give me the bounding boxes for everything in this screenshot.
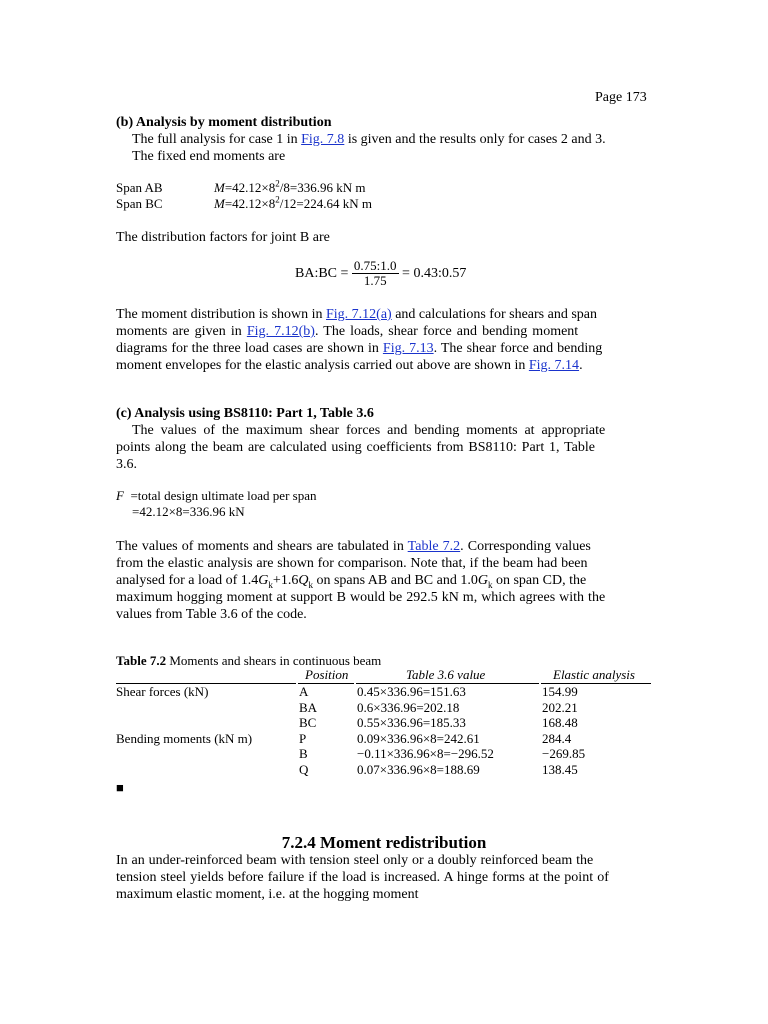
table-cell-position: P [299, 730, 307, 746]
distribution-ratio-equation: BA:BC = $\frac{0.75:1.0}{1.75}$ = 0.43:0.57 [295, 258, 467, 288]
table-cell-table36: 0.45×336.96=151.63 [357, 684, 466, 699]
section-b-line1: The full analysis for case 1 in Fig. 7.8 is given and the results only for cases 2 and 3. [132, 132, 606, 147]
table-cell-table36: 0.09×336.96×8=242.61 [357, 730, 480, 746]
ratio-fraction: $\frac{0.75:1.0}{1.75}$ [353, 258, 397, 288]
section-b-line2: The fixed end moments are [132, 149, 286, 164]
f-definition: F =total design ultimate load per span [116, 488, 317, 503]
table-cell-elastic: −269.85 [542, 746, 586, 762]
para-tabulated-l5: values from Table 3.6 of the code. [116, 607, 307, 622]
para-moment-distribution-l4: moment envelopes for the elastic analysis carried out above are shown in Fig. 7.14. [116, 358, 583, 373]
link-fig-7-8[interactable]: Fig. 7.8 [301, 132, 345, 147]
link-table-7-2[interactable]: Table 7.2 [407, 539, 461, 554]
table-header-table36: Table 3.6 value [406, 667, 486, 682]
section-c-line2: points along the beam are calculated using coefficients from BS8110: Part 1, Table [116, 440, 595, 455]
section-c-line1: The values of the maximum shear forces and bending moments at appropriate [132, 423, 606, 438]
section-c-line3: 3.6. [116, 457, 137, 472]
table-cell-position: A [299, 684, 309, 699]
section-c-heading: (c) Analysis using BS8110: Part 1, Table 3.6 [116, 406, 374, 421]
table-cell-group: Bending moments (kN m) [116, 730, 253, 746]
table-cell-table36: −0.11×336.96×8=−296.52 [357, 746, 494, 762]
table-header-position: Position [305, 667, 349, 682]
table-cell-elastic: 138.45 [542, 762, 578, 777]
table-cell-elastic: 284.4 [542, 730, 572, 746]
para-moment-distribution-l2: moments are given in Fig. 7.12(b). The loads, shear force and bending moment [116, 324, 579, 339]
para-tabulated-l3: analysed for a load of $1.4G_k+1.6Q_k$ on spans AB and BC and $1.0G_k$ on span CD, the [116, 573, 587, 590]
table-header-elastic: Elastic analysis [553, 667, 635, 682]
span-ab-equation: $M=42.12\times 8^2/8=336.96$ kN m [214, 178, 366, 195]
table-cell-table36: 0.55×336.96=185.33 [357, 715, 466, 731]
table-cell-elastic: 154.99 [542, 684, 578, 699]
para-tabulated-l2: from the elastic analysis are shown for comparison. Note that, if the beam had been [116, 556, 588, 571]
table-cell-position: BC [299, 715, 317, 731]
span-bc-label: Span BC [116, 196, 163, 211]
end-of-example-mark: ■ [116, 780, 124, 795]
para-tabulated-l4: maximum hogging moment at support B would be 292.5 kN m, which agrees with the [116, 590, 606, 605]
section-724-line2: tension steel yields before failure if the load is increased. A hinge forms at the point of [116, 870, 609, 885]
link-fig-7-12b[interactable]: Fig. 7.12(b) [246, 324, 315, 339]
table-cell-group: Shear forces (kN) [116, 684, 209, 699]
table-cell-position: Q [299, 762, 309, 777]
f-value: =42.12×8=336.96 kN [132, 504, 245, 519]
table-cell-table36: 0.6×336.96=202.18 [357, 699, 460, 715]
table-cell-position: B [299, 746, 308, 762]
para-moment-distribution-l1: The moment distribution is shown in Fig. 7.12(a) and calculations for shears and span [116, 307, 597, 322]
link-fig-7-12a[interactable]: Fig. 7.12(a) [326, 307, 392, 322]
table-cell-position: BA [299, 699, 318, 715]
section-b-heading: (b) Analysis by moment distribution [116, 115, 332, 130]
page-number: Page 173 [595, 90, 647, 105]
para-tabulated-l1: The values of moments and shears are tabulated in Table 7.2. Corresponding values [116, 539, 591, 554]
table-caption: Table 7.2 Moments and shears in continuous beam [116, 653, 382, 668]
para-moment-distribution-l3: diagrams for the three load cases are shown in Fig. 7.13. The shear force and bending [116, 341, 603, 356]
span-ab-label: Span AB [116, 180, 163, 195]
distribution-factors-intro: The distribution factors for joint B are [116, 230, 330, 245]
table-cell-elastic: 202.21 [542, 699, 578, 715]
link-fig-7-13[interactable]: Fig. 7.13 [382, 341, 434, 356]
section-724-line1: In an under-reinforced beam with tension steel only or a doubly reinforced beam the [116, 853, 594, 868]
section-724-heading: 7.2.4 Moment redistribution [281, 833, 487, 852]
section-724-line3: maximum elastic moment, i.e. at the hogging moment [116, 887, 419, 902]
table-cell-table36: 0.07×336.96×8=188.69 [357, 762, 480, 777]
link-fig-7-14[interactable]: Fig. 7.14 [528, 358, 580, 373]
table-cell-elastic: 168.48 [542, 715, 578, 731]
span-bc-equation: $M=42.12\times 8^2/12=224.64$ kN m [214, 194, 372, 211]
